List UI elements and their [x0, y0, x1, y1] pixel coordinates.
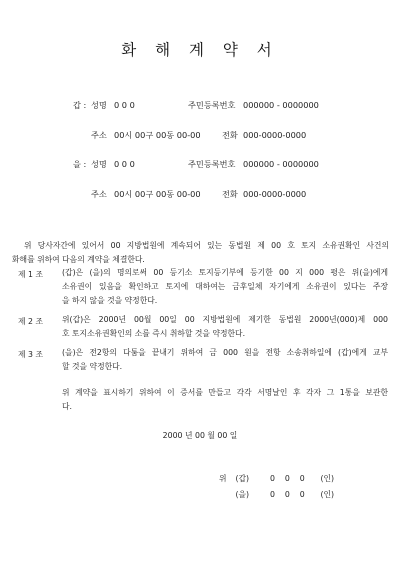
party-b-name-label: 성명 [91, 159, 107, 169]
signature-name-a: 0 0 0 [269, 474, 305, 483]
party-b-label: 을 : [73, 159, 87, 169]
party-a-address: 00시 00구 00동 00-00 [114, 130, 201, 140]
party-b-rrn-label: 주민등록번호 [188, 159, 236, 169]
article-1-line-3: 을 하지 않을 것을 약정한다. [62, 296, 158, 305]
party-b-rrn: 000000 - 0000000 [243, 159, 319, 169]
article-2-line-2: 호 토지소유권확인의 소를 즉시 취하할 것을 약정한다. [62, 329, 246, 338]
signature-line-a [219, 473, 334, 484]
article-3-label: 제 3 조 [18, 350, 43, 359]
intro-line-1: 위 당사자간에 있어서 00 지방법원에 계속되어 있는 동법원 제 00 호 토지 소유권확인 사건의 [24, 241, 389, 250]
party-a-label: 갑 : [73, 100, 87, 110]
article-3-line-1: (을)은 전2항의 다툼을 끝내기 위하여 금 000 원을 전항 소송취하일에 (갑)에게 교부 [62, 348, 388, 357]
party-a-name-label: 성명 [91, 100, 107, 110]
article-2-label: 제 2 조 [18, 317, 43, 326]
party-a-address-label: 주소 [91, 130, 107, 140]
signature-prefix: 위 [219, 474, 227, 483]
contract-date: 2000 년 00 월 00 일 [162, 431, 238, 440]
party-b-phone: 000-0000-0000 [243, 189, 307, 199]
article-1-line-2: 소유권이 있음을 확인하고 토지에 대하여는 금후일체 자기에게 소유권이 있다는 주장 [62, 282, 388, 291]
signature-line-b [219, 489, 334, 500]
party-b-phone-label: 전화 [222, 189, 238, 199]
closing-line-2: 다. [62, 402, 73, 411]
document-title: 화 해 계 약 서 [121, 41, 279, 59]
party-a-phone-label: 전화 [222, 130, 238, 140]
party-a-rrn-label: 주민등록번호 [188, 100, 236, 110]
party-b-address-label: 주소 [91, 189, 107, 199]
party-a-rrn: 000000 - 0000000 [243, 100, 319, 110]
signature-name-b: 0 0 0 [269, 490, 305, 499]
party-b-address: 00시 00구 00동 00-00 [114, 189, 201, 199]
intro-line-2: 화해를 위하여 다음의 계약을 체결한다. [12, 255, 145, 264]
article-1-line-1: (갑)은 (을)의 명의로써 00 등기소 토지등기부에 등기한 00 지 000 평은 위(을)에게 [62, 268, 388, 277]
signature-party-a: (갑) [235, 474, 250, 483]
article-1-label: 제 1 조 [18, 270, 43, 279]
seal-a: (인) [320, 474, 335, 483]
signature-party-b: (을) [235, 490, 250, 499]
party-b-name: 0 0 0 [114, 159, 135, 169]
party-a-phone: 000-0000-0000 [243, 130, 307, 140]
article-3-line-2: 할 것을 약정한다. [62, 362, 123, 371]
closing-line-1: 위 계약을 표시하기 위하여 이 증서를 만들고 각각 서명날인 후 각자 그 1통을 보관한 [62, 388, 388, 397]
party-a-name: 0 0 0 [114, 100, 135, 110]
article-2-line-1: 위(갑)은 2000년 00월 00일 00 지방법원에 제기한 동법원 2000년(000)제 000 [62, 315, 388, 324]
seal-b: (인) [320, 490, 335, 499]
